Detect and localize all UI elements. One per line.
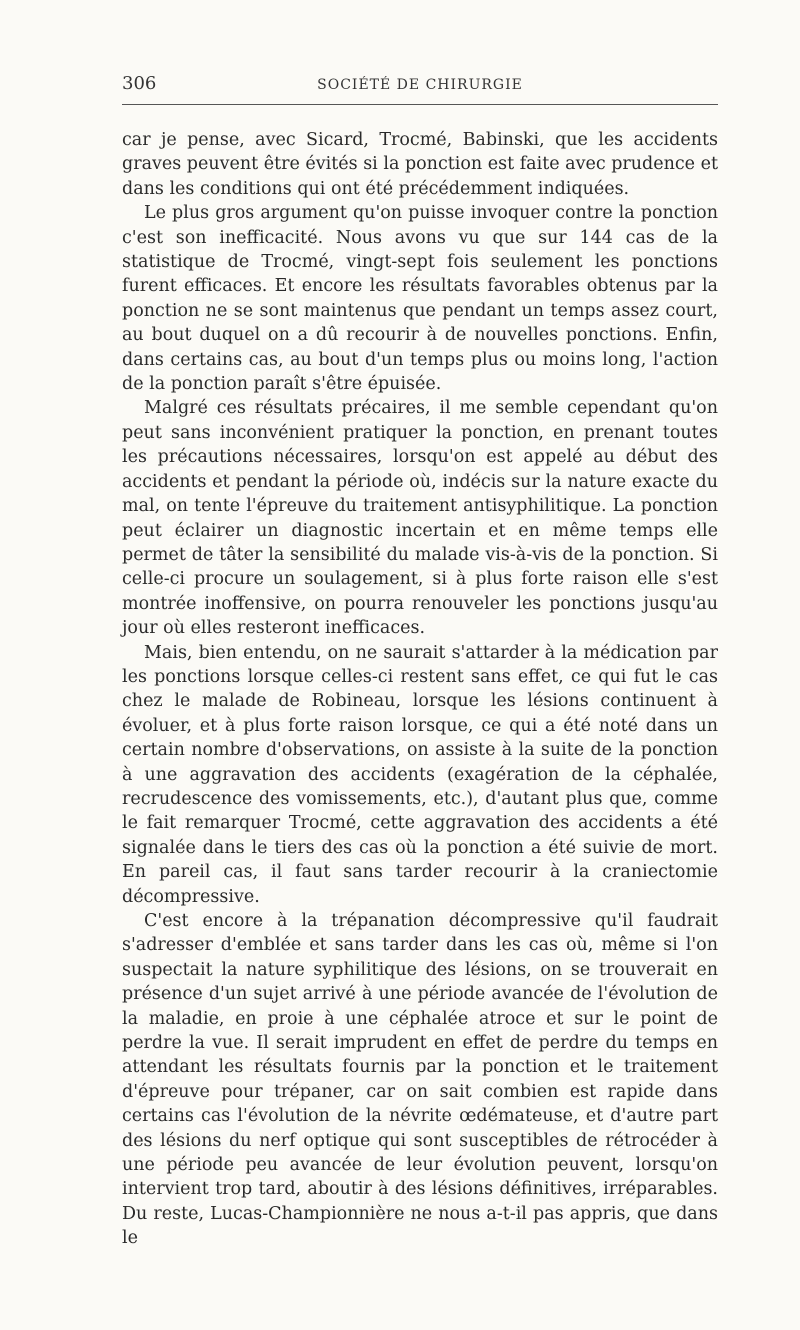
header-rule bbox=[122, 104, 718, 105]
paragraph: Le plus gros argument qu'on puisse invoquer contre la ponction c'est son inefficacité. Nous avons vu que sur 144 cas de la statistique de Trocmé, vingt-sept fois seulement les ponctions furent efficaces. Et encore les résultats favorables obtenus par la ponction ne se sont maintenus que pendant un temps assez court, au bout duquel on a dû recourir à de nouvelles ponctions. Enfin, dans certains cas, au bout d'un temps plus ou moins long, l'action de la ponction paraît s'être épuisée. bbox=[122, 203, 718, 395]
paragraph: car je pense, avec Sicard, Trocmé, Babinski, que les accidents graves peuvent être évités si la ponction est faite avec prudence et dans les conditions qui ont été précédemment indiquées. bbox=[122, 130, 718, 199]
paragraph: C'est encore à la trépanation décompressive qu'il faudrait s'adresser d'emblée et sans tarder dans les cas où, même si l'on suspectait la nature syphilitique des lésions, on se trouverait en présence d'un sujet arrivé à une période avancée de l'évolution de la maladie, en proie à une céphalée atroce et sur le point de perdre la vue. Il serait imprudent en effet de perdre du temps en attendant les résultats fournis par la ponction et le traitement d'épreuve pour trépaner, car on sait combien est rapide dans certains cas l'évolution de la névrite œdémateuse, et d'autre part des lésions du nerf optique qui sont susceptibles de rétrocéder à une période peu avancée de leur évolution peuvent, lorsqu'on intervient trop tard, aboutir à des lésions définitives, irréparables. Du reste, Lucas-Championnière ne nous a-t-il pas appris, que dans le bbox=[122, 911, 718, 1249]
paragraph: Malgré ces résultats précaires, il me semble cependant qu'on peut sans inconvénient pratiquer la ponction, en prenant toutes les précautions nécessaires, lorsqu'on est appelé au début des accidents et pendant la période où, indécis sur la nature exacte du mal, on tente l'épreuve du traitement antisyphilitique. La ponction peut éclairer un diagnostic incertain et en même temps elle permet de tâter la sensibilité du malade vis-à-vis de la ponction. Si celle-ci procure un soulagement, si à plus forte raison elle s'est montrée inoffensive, on pourra renouveler les ponctions jusqu'au jour où elles resteront inefficaces. bbox=[122, 398, 718, 639]
running-head bbox=[122, 70, 718, 100]
page-number: 306 bbox=[122, 73, 157, 94]
body-text bbox=[122, 128, 718, 1251]
running-title: SOCIÉTÉ DE CHIRURGIE bbox=[317, 77, 523, 93]
paragraph: Mais, bien entendu, on ne saurait s'attarder à la médication par les ponctions lorsque celles-ci restent sans effet, ce qui fut le cas chez le malade de Robineau, lorsque les lésions continuent à évoluer, et à plus forte raison lorsque, ce qui a été noté dans un certain nombre d'observations, on assiste à la suite de la ponction à une aggravation des accidents (exagération de la céphalée, recrudescence des vomissements, etc.), d'autant plus que, comme le fait remarquer Trocmé, cette aggravation des accidents a été signalée dans le tiers des cas où la ponction a été suivie de mort. En pareil cas, il faut sans tarder recourir à la craniectomie décompressive. bbox=[122, 642, 718, 907]
